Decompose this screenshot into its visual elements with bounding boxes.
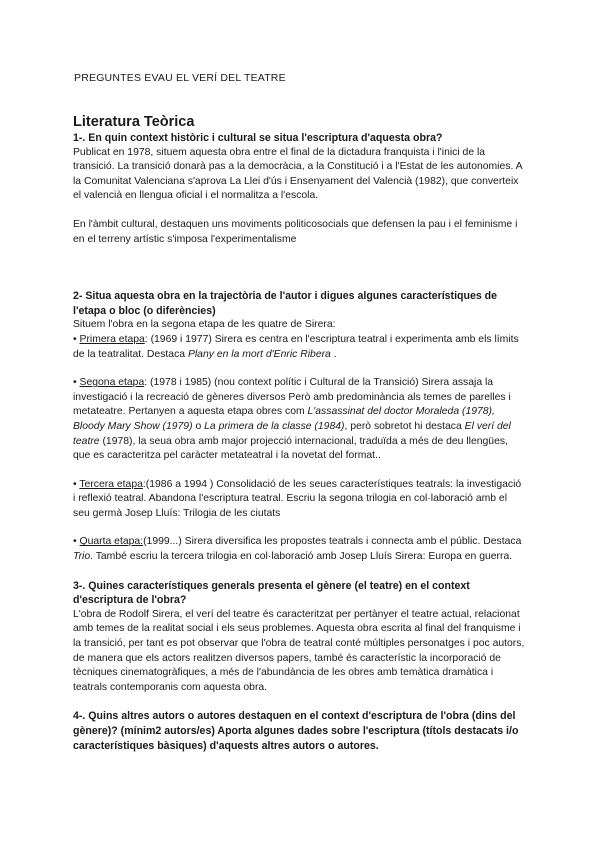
q2-intro: Situem l'obra en la segona etapa de les quatre de Sirera: <box>73 319 336 331</box>
question-1: 1-. En quin context històric i cultural se situa l'escriptura d'aquesta obra? <box>73 132 443 144</box>
document-body <box>73 113 525 753</box>
stage-4-text-2: . També escriu la tercera trilogia en col·laboració amb Josep Lluís Sirera: Europa en guerra. <box>90 551 513 563</box>
stage-2-text-2: o <box>192 420 205 432</box>
stage-2-work-2: La primera de la classe (1984) <box>204 420 345 432</box>
stage-2-work-3: El verí del teatre <box>73 420 511 447</box>
stage-2-text-3: , però sobretot hi destaca <box>344 420 465 432</box>
bullet: • <box>73 333 80 345</box>
stage-1-paragraph <box>73 333 525 362</box>
stage-2-paragraph <box>73 376 525 464</box>
stage-4-work: Trio <box>73 551 91 563</box>
q1-paragraph-2: En l'àmbit cultural, destaquen uns moviments politicosocials que defensen la pau i el feminisme i en el terreny artístic s'imposa l'experimentalisme <box>73 218 518 245</box>
stage-3-label: Tercera etapa <box>79 478 143 490</box>
section-title: Literatura Teòrica <box>73 114 195 130</box>
stage-2-label: Segona etapa <box>79 377 145 389</box>
question-4: 4-. Quins altres autors o autores destaquen en el context d'escriptura de l'obra (dins del gènere)? (mínim2 autors/es) Aporta algunes dades sobre l'escriptura (títols destacats i/o característiques bàsiques) d'aquests altres autors o autores. <box>73 710 519 752</box>
stage-2-text-4: (1978), la seua obra amb major projecció internacional, traduïda a més de deu llengües, que es caracteritza pel caràcter metateatral i la novetat del format.. <box>73 435 508 462</box>
bullet: • <box>73 478 80 490</box>
stage-1-label: Primera etapa <box>79 333 145 345</box>
stage-4-label: Quarta etapa: <box>79 536 144 548</box>
stage-4-text-1: (1999...) Sirera diversifica les propostes teatrals i connecta amb el públic. Destaca <box>143 536 522 548</box>
stage-3-text: :(1986 a 1994 ) Consolidació de les seues característiques teatrals: la investigació i reflexió teatral. Abandona l'escriptura teatral. Escriu la segona trilogia en col·laboració amb el seu germà Josep Lluís: Trilogia de les ciutats <box>73 478 522 519</box>
q1-paragraph-1: Publicat en 1978, situem aquesta obra entre el final de la dictadura franquista i l'inici de la transició. La transició donarà pas a la democràcia, a la Constitució i a l'Estat de les autonomies. A la Comunitat Valenciana s'aprova La Llei d'ús i Ensenyament del Valencià (1982), que converteix el valencià en llengua oficial i el normalitza a l'escola. <box>73 146 523 202</box>
question-2: 2- Situa aquesta obra en la trajectòria de l'autor i digues algunes característiques de l'etapa o bloc (o diferències) <box>73 290 498 317</box>
stage-1-text: : (1969 i 1977) Sirera es centra en l'escriptura teatral i experimenta amb els límits de la teatralitat. Destaca <box>73 333 519 360</box>
stage-4-paragraph <box>73 535 525 564</box>
stage-2-works-1: L'assassinat del doctor Moraleda (1978), Bloody Mary Show (1979) <box>73 406 495 432</box>
bullet: • <box>73 536 80 548</box>
question-3: 3-. Quines característiques generals presenta el gènere (el teatre) en el context d'escriptura de l'obra? <box>73 579 470 607</box>
q3-paragraph-1: L'obra de Rodolf Sirera, el verí del teatre és caracteritzat per pertànyer el teatre actual, relacionat amb temes de la realitat social i els seus problemes. Aquesta obra escrita al final del franquisme i la transició, per tant es pot observar que l'obra de teatral conté múltiples personatges i poc autors, de manera que els actors realitzen diversos papers, també és característic la incorporació de tècniques cinematogràfiques, a més de l'abundància de les obres amb temàtica dramàtica i teatrals contemporanis com aquesta obra. <box>73 608 525 693</box>
stage-3-paragraph <box>73 478 525 522</box>
stage-1-end: . <box>330 348 337 360</box>
bullet: • <box>73 377 80 389</box>
stage-1-work: Plany en la mort d'Enric Ribera <box>187 348 331 360</box>
document-title: PREGUNTES EVAU EL VERÍ DEL TEATRE <box>74 72 286 84</box>
stage-2-text-1: : (1978 i 1985) (nou context polític i Cultural de la Transició) Sirera assaja la investigació i la recreació de gèneres diversos Però amb predominància als temes de parelles i metateatre. Pertanyen a aquesta etapa obres com <box>73 377 511 418</box>
